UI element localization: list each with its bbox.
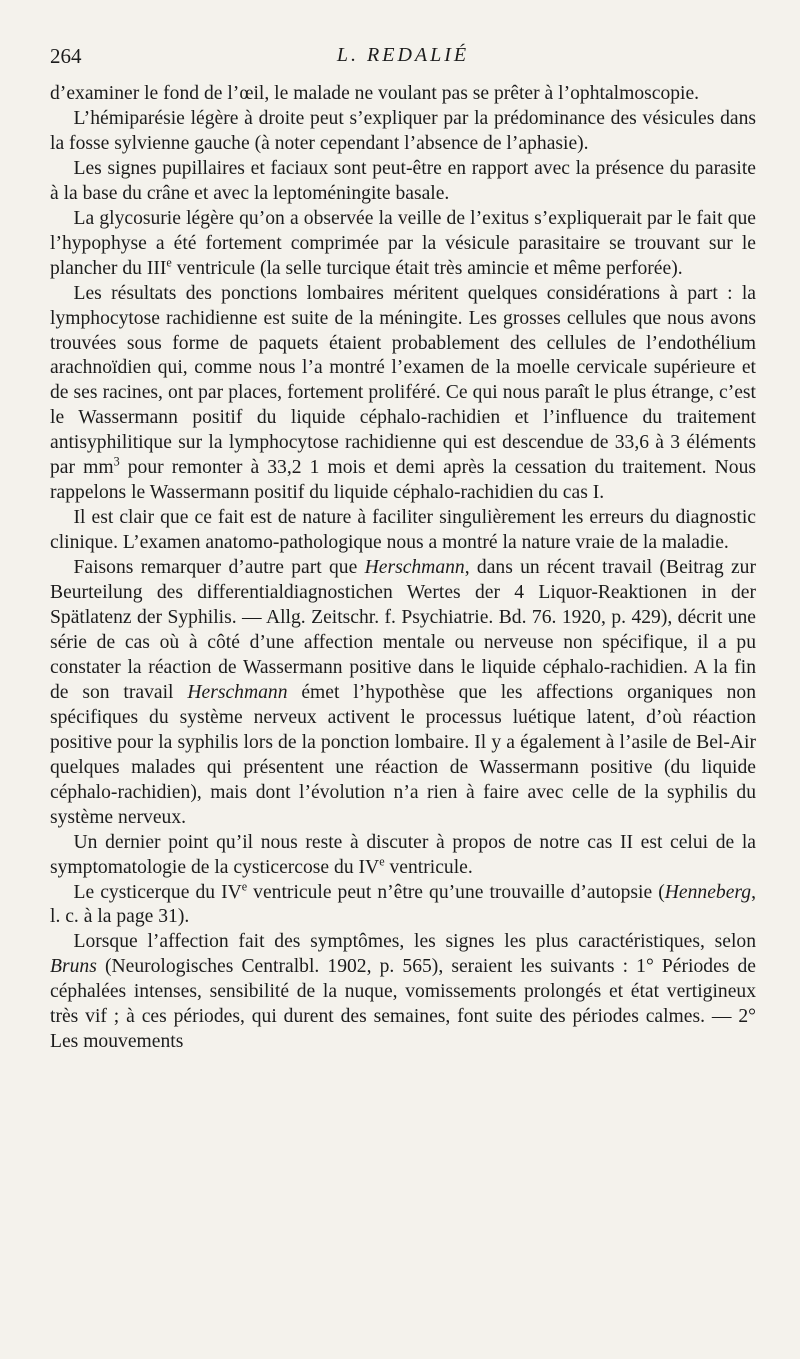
text-segment: Le cysticerque du IV [73,881,242,903]
body-text [50,82,756,1055]
text-segment: Les résultats des ponctions lombaires méritent quelques considérations à part : la lymphocytose rachidienne est suite de la méningite. Les grosses cellules que nous avons trouvées sous forme de paquets étaient probablement des cellules de l’endothélium arachnoïdien qui, comme nous l’a montré l’examen de la moelle cervicale supérieure et de ses racines, ont par places, fortement proliféré. Ce qui nous paraît le plus étrange, c’est le Wassermann positif du liquide céphalo-rachidien et l’influence du traitement antisyphilitique sur la lymphocytose rachidienne qui est descendue de 33,6 à 3 éléments par mm [50,282,756,479]
paragraph [50,831,756,881]
paragraph [50,556,756,830]
text-segment: La glycosurie légère qu’on a observée la veille de l’exitus s’expliquerait par le fait que l’hypophyse a été fortement comprimée par la vésicule parasitaire se trouvant sur le plancher du III [50,207,756,279]
superscript: e [241,878,248,893]
page-number: 264 [50,44,82,68]
text-segment: ventricule. [384,856,473,878]
text-segment: (Neurologisches Centralbl. 1902, p. 565), seraient les suivants : 1° Périodes de céphalées intenses, sensibilité de la nuque, vomissements prolongés et état vertigineux très vif ; à ces périodes, qui durent des semaines, font suite des périodes calmes. — 2° Les mouvements [50,956,756,1053]
superscript: 3 [113,454,120,469]
paragraph [50,506,756,556]
text-segment: Faisons remarquer d’autre part que [73,557,365,579]
paragraph [50,207,756,282]
superscript: e [379,854,385,869]
paragraph [50,878,756,931]
text-segment: d’examiner le fond de l’œil, le malade ne voulant pas se prêter à l’ophtalmoscopie. [50,83,700,104]
text-segment: , dans un récent travail (Beitrag zur Beurteilung des differentialdiagnostichen Wertes der 4 Liquor-Reaktionen in der Spätlatenz der Syphilis. — Allg. Zeitschr. f. Psychiatrie. Bd. 76. 1920, p. 429), décrit une série de cas où à côté d’une affection mentale ou nerveuse non spécifique, il a pu constater la réaction de Wassermann positive dans le liquide céphalo-rachidien. A la fin de son travail [50,557,757,703]
text-segment: émet l’hypothèse que les affections organiques non spécifiques du système nerveux activent le processus luétique latent, d’où réaction positive pour la syphilis lors de la ponction lombaire. Il y a également à l’asile de Bel-Air quelques malades qui présentent une réaction de Wassermann positive (du liquide céphalo-rachidien), mais dont l’évolution n’a rien à faire avec celle de la syphilis du système nerveux. [50,681,756,828]
text-segment: Lorsque l’affection fait des symptômes, les signes les plus caractéristiques, selon [73,931,756,953]
text-segment: L’hémiparésie légère à droite peut s’expliquer par la prédominance des vésicules dans la fosse sylvienne gauche (à noter cependant l’absence de l’aphasie). [50,107,756,154]
text-segment: , l. c. à la page 31). [50,881,756,928]
paragraph [50,157,756,207]
paragraph [50,930,756,1055]
text-segment: ventricule peut n’être qu’une trouvaille d’autopsie ( [247,881,665,903]
italic-text: Henneberg [664,881,752,903]
running-head: L. REDALIÉ [336,44,470,66]
superscript: e [166,255,172,270]
text-segment: Les signes pupillaires et faciaux sont peut-être en rapport avec la présence du parasite à la base du crâne et avec la leptoméningite basale. [50,157,756,204]
italic-text: Herschmann [364,557,465,579]
page-header [50,44,756,72]
italic-text: Herschmann [187,681,288,703]
italic-text: Bruns [50,956,97,978]
paragraph [50,82,756,107]
paragraph [50,107,756,157]
text-segment: Un dernier point qu’il nous reste à discuter à propos de notre cas II est celui de la symptomatologie de la cysticercose du IV [50,831,756,878]
text-segment: Il est clair que ce fait est de nature à faciliter singulièrement les erreurs du diagnostic clinique. L’examen anatomo-pathologique nous a montré la nature vraie de la maladie. [50,507,756,554]
text-segment: ventricule (la selle turcique était très amincie et même perforée). [171,257,683,279]
text-segment: pour remonter à 33,2 1 mois et demi après la cessation du traitement. Nous rappelons le Wassermann positif du liquide céphalo-rachidien du cas I. [50,457,757,504]
paragraph [50,282,756,507]
